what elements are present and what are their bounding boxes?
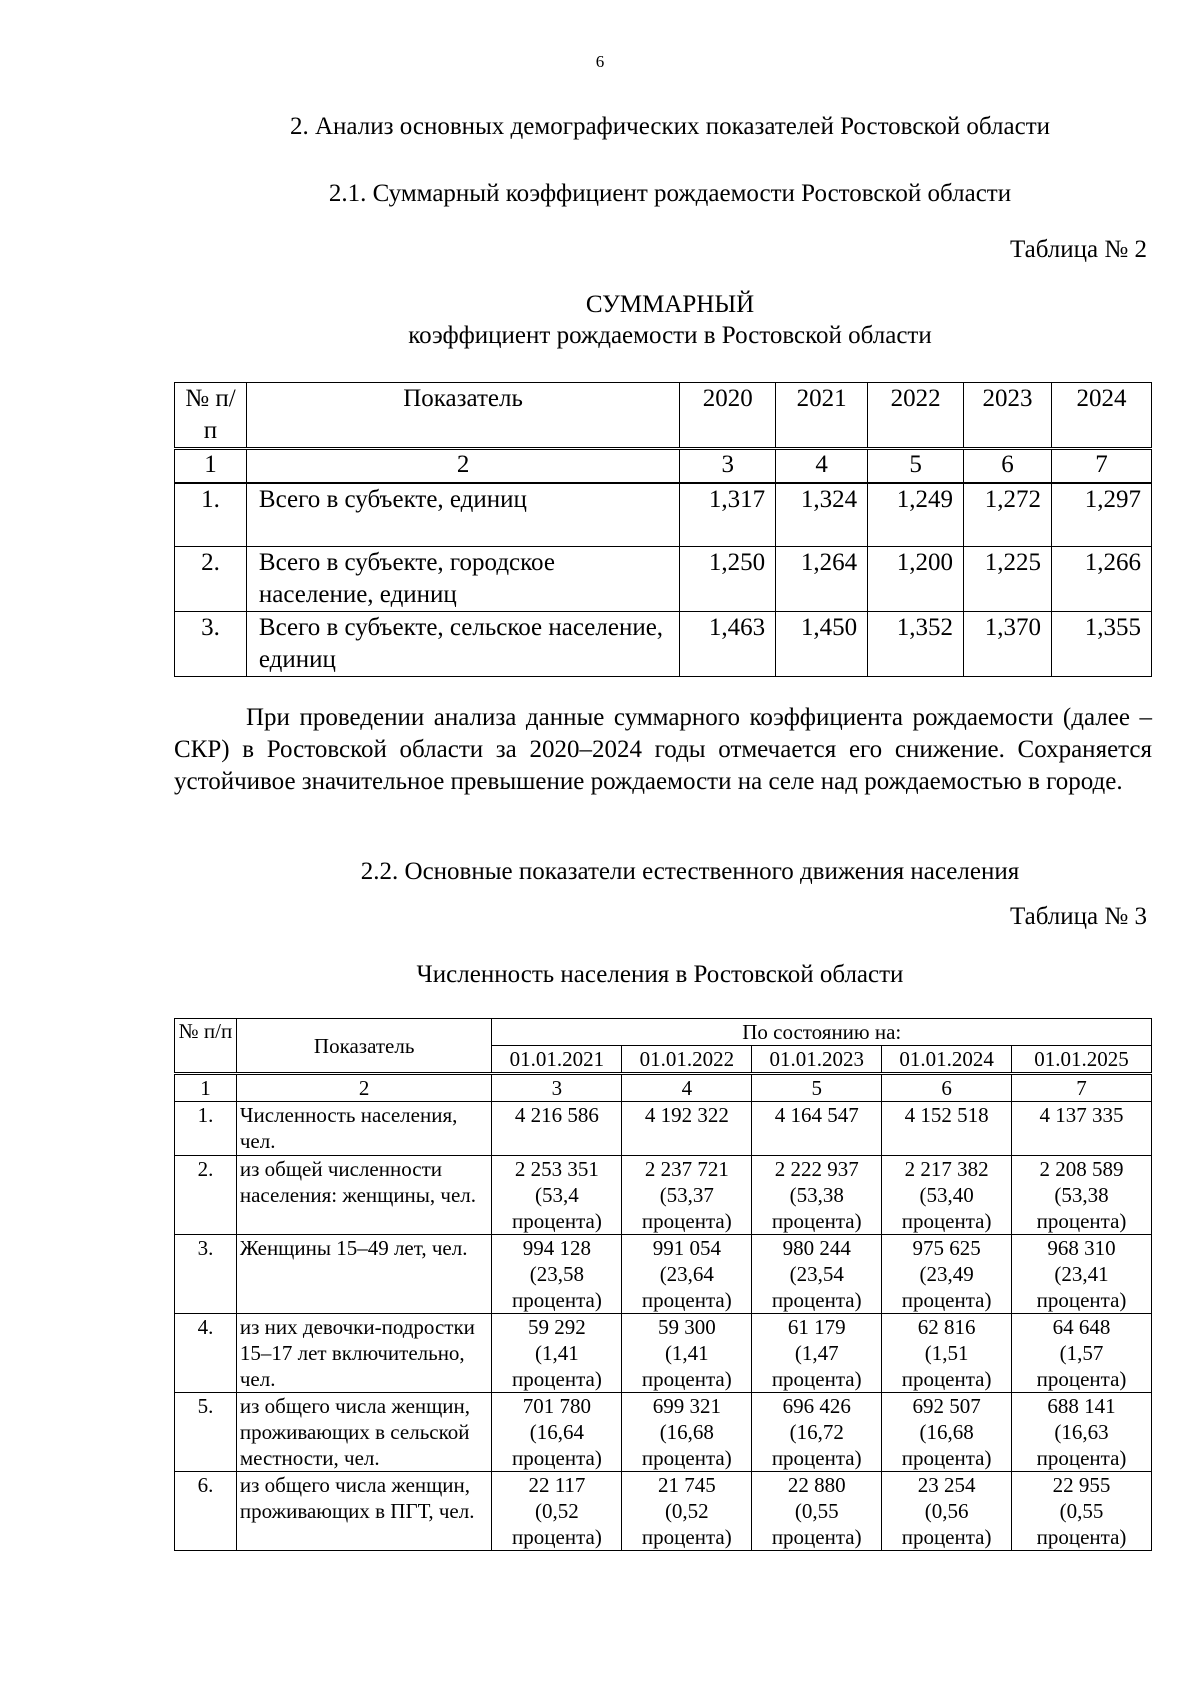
table-3-label: Таблица № 3 [1009,903,1147,930]
t3-value: 4 137 335 [1039,1103,1124,1127]
t2-row-num: 2. [175,547,247,612]
table-row [175,1102,1152,1156]
t3-share: (53,4 процента) [512,1183,602,1233]
t3-row-name: из общего числа женщин, проживающих в сельской местности, чел. [236,1393,492,1472]
table-3-caption: Численность населения в Ростовской области [416,961,904,988]
t3-head-date: 01.01.2022 [622,1046,752,1074]
t3-cell [1012,1393,1152,1472]
t3-value: 2 208 589 [1039,1157,1124,1181]
t3-cell [1012,1314,1152,1393]
table-2-label: Таблица № 2 [1009,236,1147,263]
t2-cell: 1,266 [1052,547,1152,612]
t2-col-number: 2 [246,449,679,484]
t3-cell [622,1472,752,1551]
t2-head-year: 2022 [868,383,964,449]
t3-value: 701 780 [522,1394,592,1418]
table-row [175,1235,1152,1314]
t3-cell [752,1393,882,1472]
t3-value: 2 222 937 [774,1157,859,1181]
t3-cell [622,1314,752,1393]
table-row [175,1314,1152,1393]
t2-cell: 1,200 [868,547,964,612]
t3-value: 968 310 [1047,1236,1116,1260]
table-3 [174,1018,1152,1551]
t3-value: 4 152 518 [904,1103,989,1127]
t3-value: 699 321 [652,1394,721,1418]
subsection-title-2-1: 2.1. Суммарный коэффициент рождаемости Ростовской области [328,180,1012,207]
t3-row-name: Женщины 15–49 лет, чел. [236,1235,492,1314]
table-row [175,547,1152,612]
t3-value: 4 216 586 [514,1103,599,1127]
t3-row-num: 3. [175,1235,237,1314]
t3-cell [1012,1235,1152,1314]
t3-head-date: 01.01.2023 [752,1046,882,1074]
t3-col-number: 3 [492,1074,622,1102]
t3-share: (1,41 процента) [512,1341,602,1391]
t2-col-number: 5 [868,449,964,484]
t3-cell [882,1156,1012,1235]
t2-head-year: 2020 [680,383,776,449]
t3-col-number: 1 [175,1074,237,1102]
t3-head-date: 01.01.2025 [1012,1046,1152,1074]
t3-value: 22 117 [528,1473,586,1497]
t3-cell [752,1314,882,1393]
t3-share: (16,64 процента) [512,1420,602,1470]
t3-row-name: Численность населения, чел. [236,1102,492,1156]
t3-share: (23,64 процента) [641,1262,732,1312]
t2-col-number: 3 [680,449,776,484]
t3-row-num: 5. [175,1393,237,1472]
t2-cell: 1,355 [1052,612,1152,677]
t3-share: (23,41 процента) [1036,1262,1127,1312]
t2-head-year: 2023 [964,383,1052,449]
section-title: 2. Анализ основных демографических показателей Ростовской области [290,113,1050,140]
t2-head-year: 2024 [1052,383,1152,449]
t3-cell [882,1314,1012,1393]
table-2 [174,382,1152,677]
page-number: 6 [595,52,605,71]
t2-col-number: 7 [1052,449,1152,484]
t2-row-name: Всего в субъекте, городское население, единиц [246,547,679,612]
t3-cell [752,1235,882,1314]
t3-share: (53,38 процента) [1036,1183,1127,1233]
t2-row-name: Всего в субъекте, единиц [246,483,679,547]
t3-value: 994 128 [522,1236,592,1260]
t3-cell [622,1102,752,1156]
table-row [175,1156,1152,1235]
t3-cell [882,1102,1012,1156]
table-row [175,483,1152,547]
t3-col-number: 7 [1012,1074,1152,1102]
t3-share: (23,58 процента) [512,1262,602,1312]
t3-value: 2 217 382 [904,1157,989,1181]
t3-cell [752,1156,882,1235]
t3-value: 59 300 [657,1315,716,1339]
t3-cell [492,1156,622,1235]
t3-share: (0,55 процента) [1036,1499,1127,1549]
t2-col-number: 4 [776,449,868,484]
t2-cell: 1,250 [680,547,776,612]
table-row [175,1472,1152,1551]
t3-row-num: 2. [175,1156,237,1235]
t3-share: (0,52 процента) [641,1499,732,1549]
t2-head-indicator: Показатель [246,383,679,449]
table-row [175,1393,1152,1472]
t2-cell: 1,370 [964,612,1052,677]
t3-cell [622,1156,752,1235]
t3-row-name: из них девочки-подростки 15–17 лет включительно, чел. [236,1314,492,1393]
t2-col-number: 6 [964,449,1052,484]
t3-head-group: По состоянию на: [492,1019,1152,1046]
t3-value: 62 816 [917,1315,976,1339]
t3-value: 975 625 [912,1236,981,1260]
t3-cell [622,1393,752,1472]
t3-head-date: 01.01.2024 [882,1046,1012,1074]
t3-share: (16,68 процента) [641,1420,732,1470]
t2-head-year: 2021 [776,383,868,449]
t3-value: 21 745 [657,1473,716,1497]
t3-value: 2 237 721 [644,1157,729,1181]
t3-cell [752,1472,882,1551]
t2-cell: 1,450 [776,612,868,677]
t3-cell [882,1393,1012,1472]
t3-cell [492,1472,622,1551]
t3-value: 4 192 322 [644,1103,729,1127]
t2-cell: 1,264 [776,547,868,612]
t3-col-number: 2 [236,1074,492,1102]
t3-head-date: 01.01.2021 [492,1046,622,1074]
t3-share: (53,40 процента) [901,1183,992,1233]
t2-cell: 1,324 [776,483,868,547]
t2-head-num: № п/п [175,383,247,449]
t3-share: (0,55 процента) [771,1499,862,1549]
t3-value: 692 507 [912,1394,981,1418]
t3-share: (16,72 процента) [771,1420,862,1470]
table-2-caption-subtitle: коэффициент рождаемости в Ростовской области [408,322,932,349]
t3-share: (53,38 процента) [771,1183,862,1233]
t3-value: 991 054 [652,1236,721,1260]
table-row [175,612,1152,677]
t3-share: (1,47 процента) [771,1341,862,1391]
t3-col-number: 6 [882,1074,1012,1102]
t3-head-indicator: Показатель [236,1019,492,1074]
t2-cell: 1,249 [868,483,964,547]
t3-cell [492,1235,622,1314]
t3-value: 22 955 [1052,1473,1111,1497]
t3-share: (23,49 процента) [901,1262,992,1312]
t2-cell: 1,297 [1052,483,1152,547]
t3-value: 59 292 [528,1315,586,1339]
t3-share: (1,51 процента) [901,1341,992,1391]
t3-share: (1,41 процента) [641,1341,732,1391]
t3-cell [1012,1102,1152,1156]
t3-value: 688 141 [1047,1394,1116,1418]
t3-share: (0,56 процента) [901,1499,992,1549]
t2-row-num: 3. [175,612,247,677]
t2-cell: 1,463 [680,612,776,677]
t3-value: 22 880 [787,1473,846,1497]
t3-share: (16,63 процента) [1036,1420,1127,1470]
t3-value: 4 164 547 [774,1103,859,1127]
t3-cell [752,1102,882,1156]
t3-head-num: № п/п [175,1019,237,1074]
t3-value: 64 648 [1052,1315,1111,1339]
t3-cell [1012,1156,1152,1235]
t3-share: (53,37 процента) [641,1183,732,1233]
t2-row-name: Всего в субъекте, сельское население, единиц [246,612,679,677]
t3-share: (1,57 процента) [1036,1341,1127,1391]
t3-share: (23,54 процента) [771,1262,862,1312]
t3-cell [622,1235,752,1314]
subsection-title-2-2: 2.2. Основные показатели естественного движения населения [360,858,1020,885]
paragraph-text: При проведении анализа данные суммарного коэффициента рождаемости (далее – СКР) в Ростовской области за 2020–2024 годы отмечается его снижение. Сохраняется устойчивое значительное превышение рождаемости на селе над рождаемостью в городе. [174,704,1152,795]
t2-cell: 1,317 [680,483,776,547]
t2-cell: 1,352 [868,612,964,677]
t2-cell: 1,225 [964,547,1052,612]
t3-cell [492,1314,622,1393]
t3-row-num: 4. [175,1314,237,1393]
t2-col-number: 1 [175,449,247,484]
t3-col-number: 5 [752,1074,882,1102]
t3-value: 61 179 [787,1315,846,1339]
t3-row-num: 1. [175,1102,237,1156]
t3-value: 696 426 [782,1394,851,1418]
t3-col-number: 4 [622,1074,752,1102]
t3-row-num: 6. [175,1472,237,1551]
t3-value: 23 254 [917,1473,976,1497]
t2-row-num: 1. [175,483,247,547]
t3-value: 2 253 351 [514,1157,599,1181]
t3-share: (0,52 процента) [512,1499,602,1549]
t3-row-name: из общей численности населения: женщины, чел. [236,1156,492,1235]
table-2-caption-title: СУММАРНЫЙ [585,291,755,318]
paragraph-skr [174,702,1152,798]
t3-cell [492,1102,622,1156]
t3-share: (16,68 процента) [901,1420,992,1470]
t3-cell [1012,1472,1152,1551]
t3-cell [492,1393,622,1472]
t3-value: 980 244 [782,1236,851,1260]
t2-cell: 1,272 [964,483,1052,547]
t3-row-name: из общего числа женщин, проживающих в ПГТ, чел. [236,1472,492,1551]
t3-cell [882,1235,1012,1314]
t3-cell [882,1472,1012,1551]
